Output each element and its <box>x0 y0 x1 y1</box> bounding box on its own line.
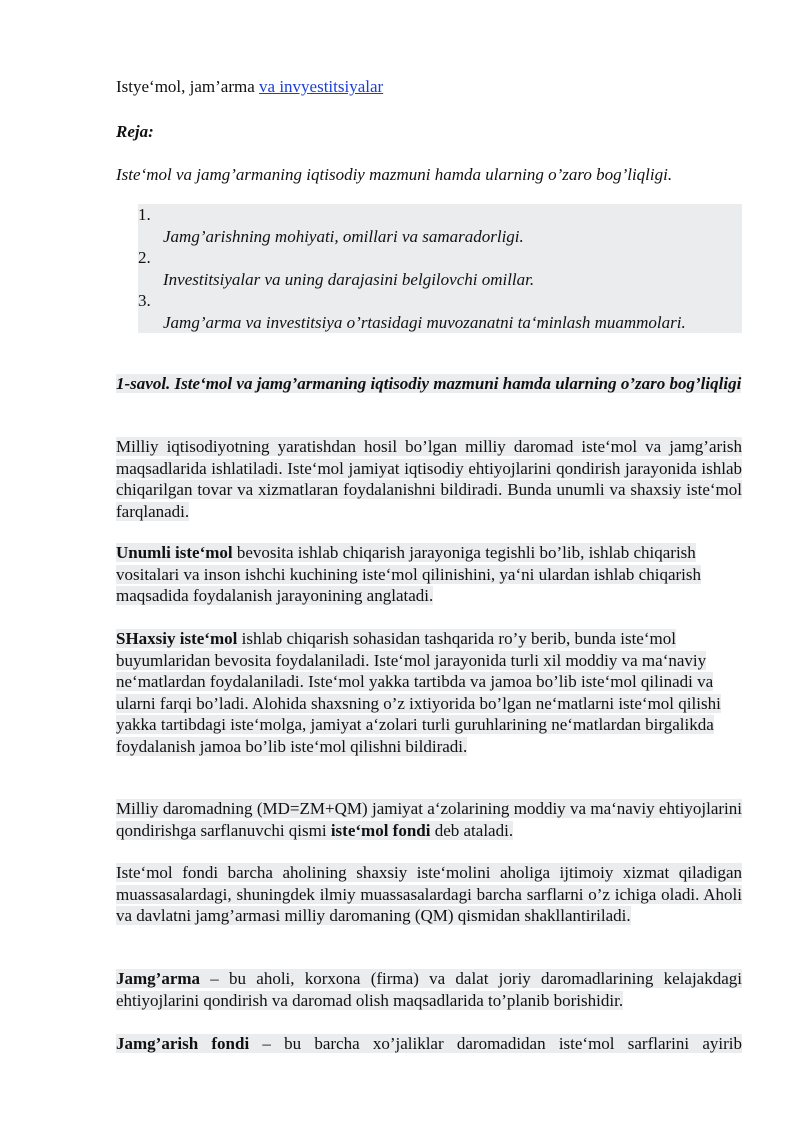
title-link[interactable]: va invyestitsiyalar <box>259 77 384 96</box>
term-bold: iste‘mol fondi <box>330 820 431 840</box>
list-item-text: Jamg’arma va investitsiya o’rtasidagi muvozanatni ta‘minlash muammolari. <box>163 312 686 332</box>
topic-subtitle: Iste‘mol va jamg’armaning iqtisodiy mazmuni hamda ularning o’zaro bog’liqligi. <box>116 165 673 184</box>
plan-label: Reja: <box>116 122 154 141</box>
term-definition: – bu aholi, korxona (firma) va dalat joriy daromadlarining kelajakdagi ehtiyojlarini qondirish va daromad olish maqsadlarida to’planib borishidir. <box>116 969 742 1010</box>
paragraph-personal-consumption <box>116 628 742 757</box>
term-definition: – bu barcha xo’jaliklar daromadidan iste‘mol sarflarini ayirib <box>249 1034 742 1053</box>
paragraph-text <box>116 1034 742 1053</box>
paragraph-text <box>116 969 742 1010</box>
plan-list <box>138 204 742 333</box>
list-item-text: Investitsiyalar va uning darajasini belgilovchi omillar. <box>163 269 535 289</box>
term-definition: ishlab chiqarish sohasidan tashqarida ro’y berib, bunda iste‘mol buyumlaridan bevosita foydalaniladi. Iste‘mol jarayonida turli xil moddiy va ma‘naviy ne‘matlardan foydalaniladi. Iste‘mol yakka tartibda va jamoa bo’lib iste‘mol qilinadi va ularni farqi bo’ladi. Alohida shaxsning o’z ixtiyorida bo’lgan ne‘matlarni iste‘mol qilishi yakka tartibdagi iste‘molga, jamiyat a‘zolari turli guruhlarining ne‘matlardan birgalikda foydalanish jamoa bo’lib iste‘mol qilishni bildiradi. <box>116 629 721 756</box>
term-bold: Jamg’arish fondi <box>116 1034 250 1053</box>
paragraph-savings <box>116 968 742 1011</box>
term-bold: Jamg’arma <box>116 969 201 988</box>
list-item <box>138 204 742 247</box>
paragraph-consumption <box>116 436 742 522</box>
section-heading <box>116 373 742 395</box>
paragraph-accumulation-fund <box>116 1033 742 1055</box>
title-text: Istye‘mol, jam’arma <box>116 77 260 96</box>
paragraph-end: deb ataladi. <box>430 820 514 840</box>
term-bold: Unumli iste‘mol <box>116 543 233 562</box>
list-item <box>138 247 742 290</box>
list-item <box>138 290 742 333</box>
section-heading-text: 1-savol. Iste‘mol va jamg’armaning iqtisodiy mazmuni hamda ularning o’zaro bog’liqligi <box>116 374 742 393</box>
paragraph-consumption-fund <box>116 798 742 841</box>
paragraph-text <box>116 629 721 756</box>
term-bold: SHaxsiy iste‘mol <box>116 629 238 648</box>
list-item-number: 3. <box>138 291 151 310</box>
term-definition: bevosita ishlab chiqarish jarayoniga tegishli bo’lib, ishlab chiqarish vositalari va inson ishchi kuchining iste‘mol qilinishini, ya‘ni ulardan ishlab chiqarish maqsadida foydalanish jarayonining anglatadi. <box>116 543 701 605</box>
paragraph-text: Iste‘mol fondi barcha aholining shaxsiy iste‘molini aholiga ijtimoiy xizmat qiladigan muassasalardagi, shuningdek ilmiy muassasalardagi barcha sarflarni o’z ichiga oladi. Aholi va davlatni jamg’armasi milliy daromaning (QM) qismidan shakllantiriladi. <box>116 863 742 925</box>
document-title <box>116 76 742 98</box>
paragraph-start: Milliy daromadning (MD=ZM+QM) jamiyat a‘zolarining moddiy va ma‘naviy ehtiyojlarini qondirishga sarflanuvchi qismi <box>116 799 742 840</box>
paragraph-text <box>116 543 701 605</box>
paragraph-productive-consumption <box>116 542 742 607</box>
list-item-text: Jamg’arishning mohiyati, omillari va samaradorligi. <box>163 226 524 246</box>
paragraph-text <box>116 799 742 840</box>
paragraph-text: Milliy iqtisodiyotning yaratishdan hosil bo’lgan milliy daromad iste‘mol va jamg’arish maqsadlarida ishlatiladi. Iste‘mol jamiyat iqtisodiy ehtiyojlarini qondirish jarayonida ishlab chiqarilgan tovar va xizmatlaran foydalanishni bildiradi. Bunda unumli va shaxsiy iste‘mol farqlanadi. <box>116 437 742 521</box>
list-item-number: 2. <box>138 248 151 267</box>
paragraph-fund-description <box>116 862 742 927</box>
list-item-number: 1. <box>138 205 151 224</box>
